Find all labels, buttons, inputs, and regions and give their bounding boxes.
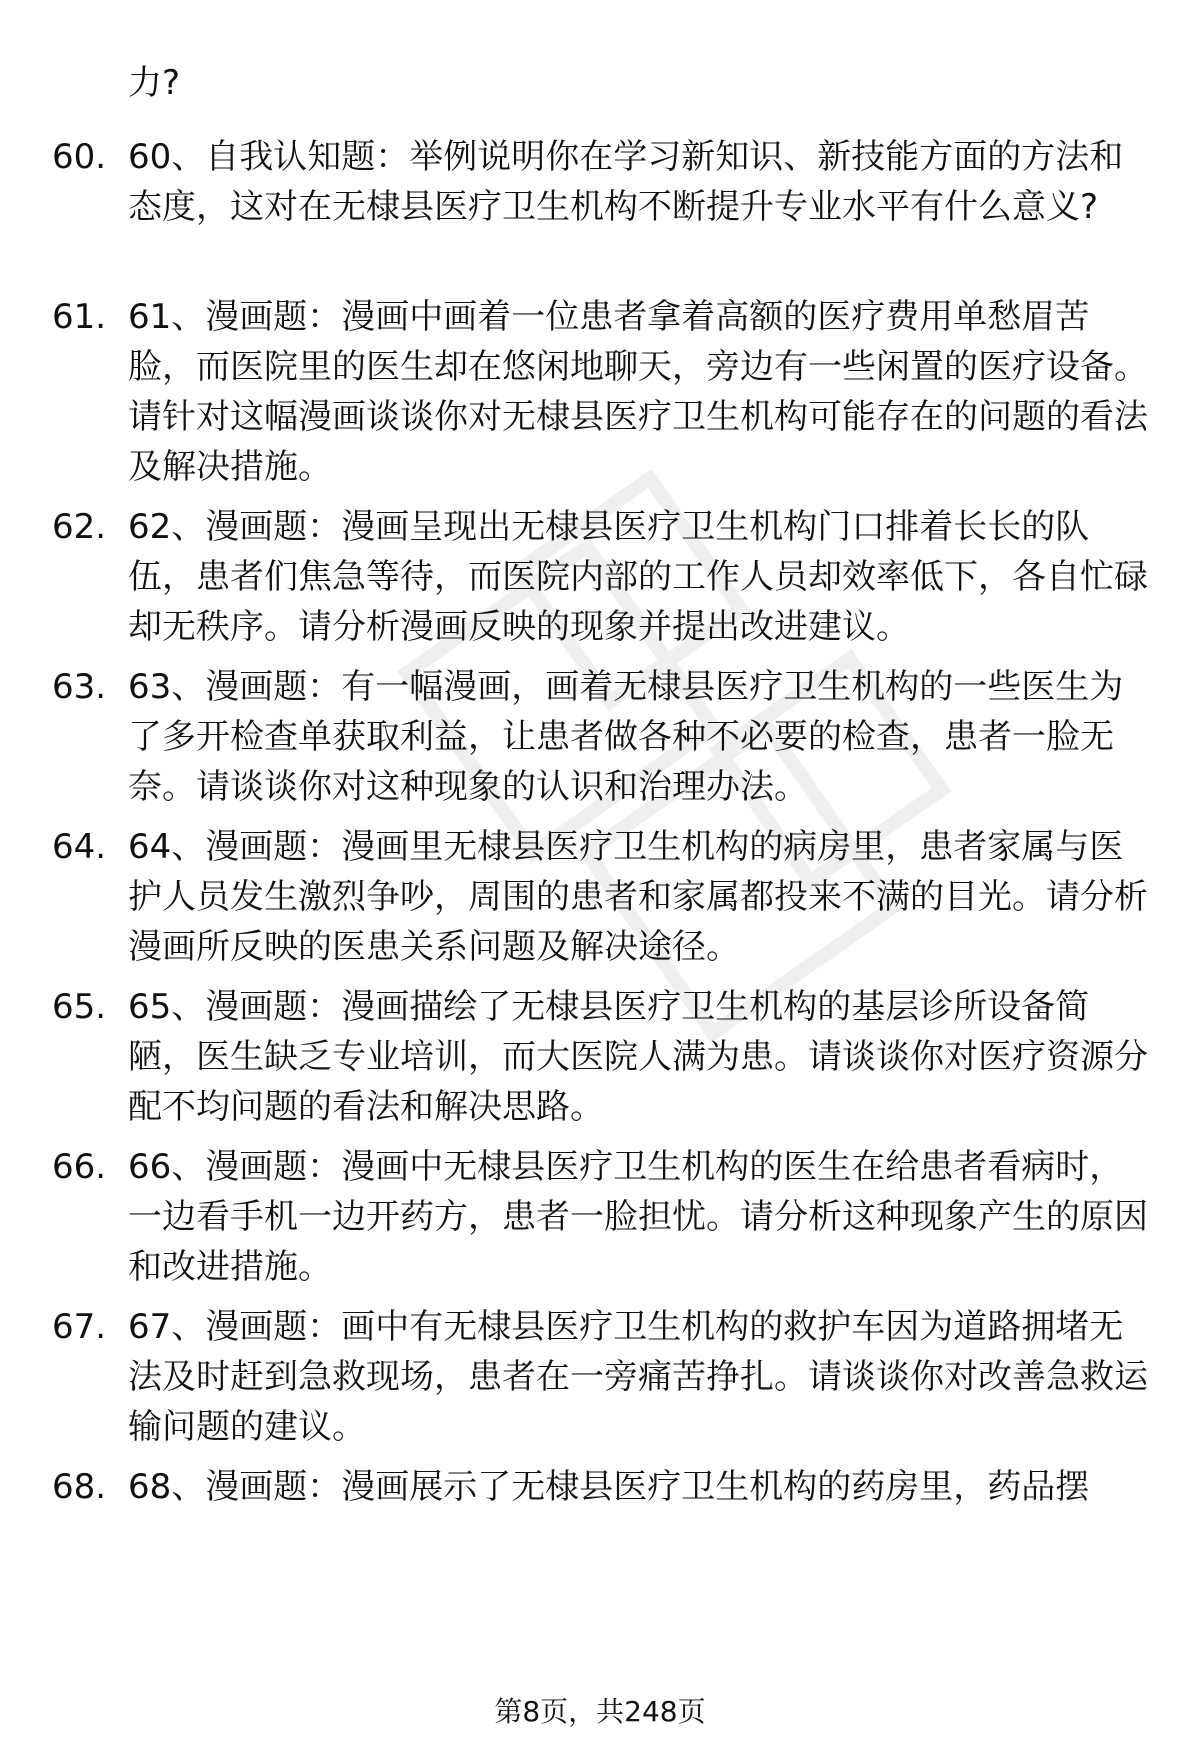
item-number: 63. xyxy=(52,667,107,707)
item-number: 61. xyxy=(52,297,107,337)
item-text: 64、漫画题：漫画里无棣县医疗卫生机构的病房里，患者家属与医护人员发生激烈争吵，周围的患者和家属都投来不满的目光。请分析漫画所反映的医患关系问题及解决途径。 xyxy=(128,827,1148,967)
item-number: 62. xyxy=(52,507,107,547)
item-number: 67. xyxy=(52,1307,107,1347)
item-text: 65、漫画题：漫画描绘了无棣县医疗卫生机构的基层诊所设备简陋，医生缺乏专业培训，而大医院人满为患。请谈谈你对医疗资源分配不均问题的看法和解决思路。 xyxy=(128,987,1148,1127)
item-text: 68、漫画题：漫画展示了无棣县医疗卫生机构的药房里，药品摆 xyxy=(128,1467,1090,1507)
item-text: 66、漫画题：漫画中无棣县医疗卫生机构的医生在给患者看病时，一边看手机一边开药方，患者一脸担忧。请分析这种现象产生的原因和改进措施。 xyxy=(128,1147,1148,1287)
item-number: 68. xyxy=(52,1467,107,1507)
page-footer: 第8页，共248页 xyxy=(494,1695,706,1728)
item-number: 60. xyxy=(52,137,107,177)
item-number: 66. xyxy=(52,1147,107,1187)
item-text: 62、漫画题：漫画呈现出无棣县医疗卫生机构门口排着长长的队伍，患者们焦急等待，而医院内部的工作人员却效率低下，各自忙碌却无秩序。请分析漫画反映的现象并提出改进建议。 xyxy=(128,507,1148,647)
item-text: 61、漫画题：漫画中画着一位患者拿着高额的医疗费用单愁眉苦脸，而医院里的医生却在悠闲地聊天，旁边有一些闲置的医疗设备。请针对这幅漫画谈谈你对无棣县医疗卫生机构可能存在的问题的看法及解决措施。 xyxy=(128,297,1148,487)
item-number: 64. xyxy=(52,827,107,867)
continuation-text: 力? xyxy=(128,63,181,103)
item-text: 63、漫画题：有一幅漫画，画着无棣县医疗卫生机构的一些医生为了多开检查单获取利益，让患者做各种不必要的检查，患者一脸无奈。请谈谈你对这种现象的认识和治理办法。 xyxy=(128,667,1124,807)
item-text: 67、漫画题：画中有无棣县医疗卫生机构的救护车因为道路拥堵无法及时赶到急救现场，患者在一旁痛苦挣扎。请谈谈你对改善急救运输问题的建议。 xyxy=(128,1307,1148,1447)
item-number: 65. xyxy=(52,987,107,1027)
item-text: 60、自我认知题：举例说明你在学习新知识、新技能方面的方法和态度，这对在无棣县医疗卫生机构不断提升专业水平有什么意义? xyxy=(128,137,1124,227)
